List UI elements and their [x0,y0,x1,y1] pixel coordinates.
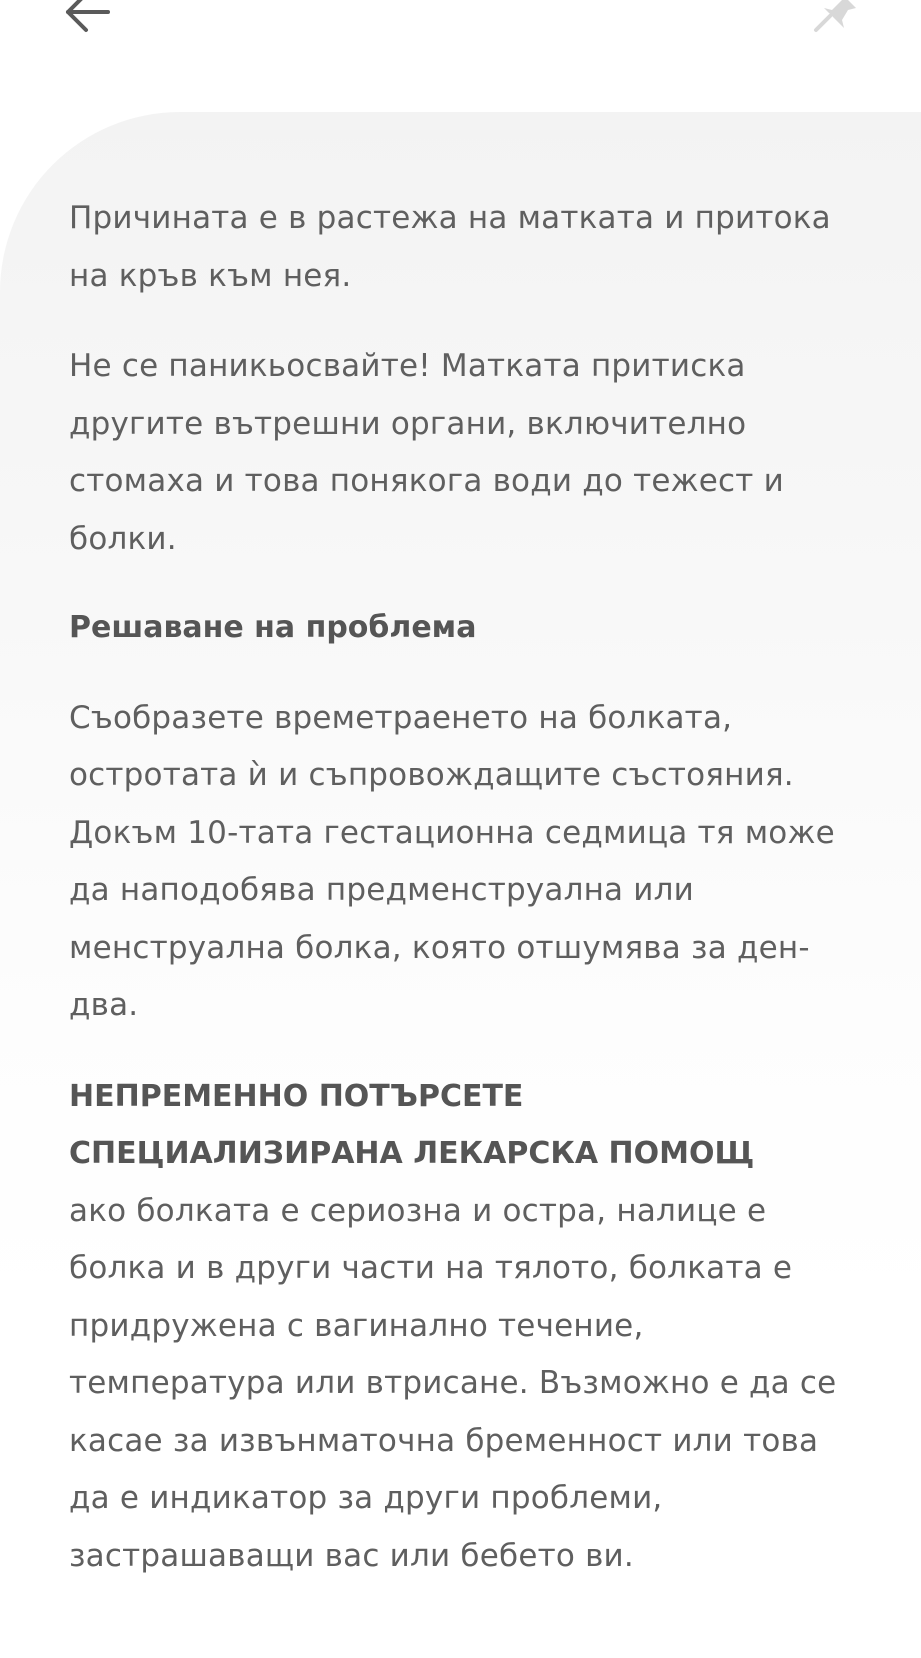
article-content [69,190,859,1585]
arrow-left-icon [60,0,120,36]
top-bar [0,0,921,60]
article-paragraph: Съобразете времетраенето на болката, остротата ѝ и съпровождащите състояния. Докъм 10-тата гестационна седмица тя може да наподобява предменструална или менструална болка, която отшумява за ден-два. [69,699,835,1023]
article-paragraph: Не се паникьосвайте! Матката притиска другите вътрешни органи, включително стомаха и това понякога води до тежест и болки. [69,348,784,557]
pin-icon [808,0,868,36]
article-paragraph: ако болката е сериозна и остра, налице е болка и в други части на тялото, болката е придружена с вагинално течение, температура или втрисане. Възможно е да се касае за извънматочна бременност или това да е индикатор за други проблеми, застрашаващи вас или бебето ви. [69,1192,837,1574]
warning-title: НЕПРЕМЕННО ПОТЪРСЕТЕ СПЕЦИАЛИЗИРАНА ЛЕКАРСКА ПОМОЩ [69,1078,755,1171]
article-paragraph: Причината е в растежа на матката и притока на кръв към нея. [69,200,831,294]
back-button[interactable] [60,0,120,36]
section-heading: Решаване на проблема [69,610,477,645]
pin-button[interactable] [808,0,868,36]
